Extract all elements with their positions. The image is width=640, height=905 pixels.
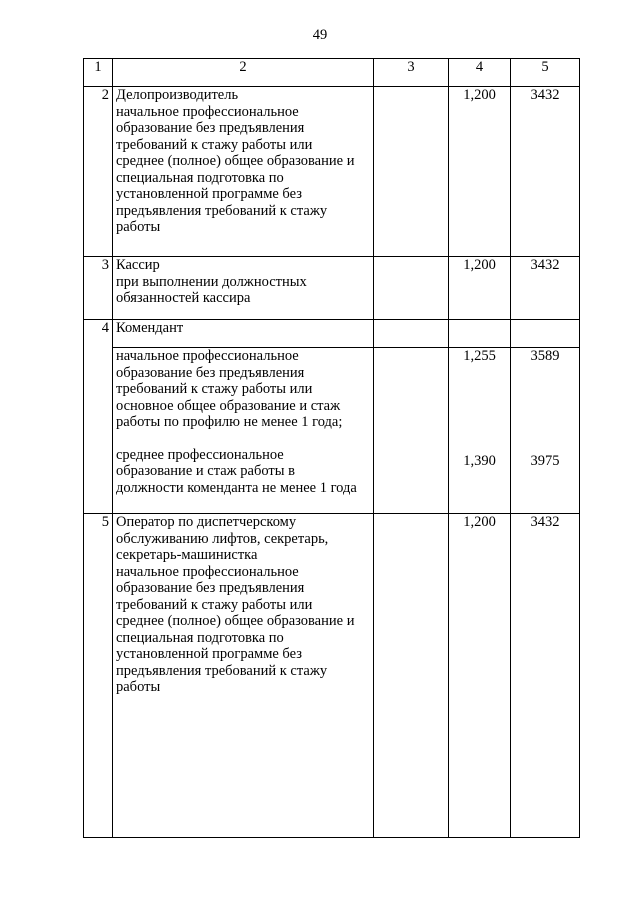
requirement-line: начальное профессиональное: [116, 563, 299, 580]
page-number: 49: [312, 27, 328, 43]
requirement-line: образование без предъявления: [116, 580, 305, 596]
row-number: 4: [84, 320, 113, 514]
requirement-line: требований к стажу работы или: [116, 136, 313, 153]
coefficient-value: 1,255: [463, 348, 496, 364]
position-title: обслуживанию лифтов, секретарь,: [116, 530, 329, 547]
salary-coefficient-table: [83, 58, 580, 838]
requirement-line: при выполнении должностных: [116, 273, 307, 290]
column-3-cell: [374, 514, 449, 838]
coefficient-value: 1,200: [449, 514, 511, 838]
row-number: 3: [84, 257, 113, 320]
requirement-line: работы по профилю не менее 1 года;: [116, 414, 343, 430]
requirement-line: установленной программе без: [116, 186, 302, 202]
header-cell-4: 4: [449, 59, 511, 87]
position-description: [113, 257, 374, 320]
header-cell-5: 5: [511, 59, 580, 87]
requirement-line: предъявления требований к стажу: [116, 202, 328, 219]
position-title: секретарь-машинистка: [116, 547, 258, 563]
header-cell-1: 1: [84, 59, 113, 87]
position-title: Оператор по диспетчерскому: [116, 514, 297, 530]
column-5-cell: [511, 320, 580, 348]
header-cell-2: 2: [113, 59, 374, 87]
requirement-line: специальная подготовка по: [116, 169, 284, 186]
coefficient-value: 1,200: [449, 87, 511, 257]
requirement-line: требований к стажу работы или: [116, 596, 313, 613]
requirement-line: образование без предъявления: [116, 364, 305, 381]
requirement-line: начальное профессиональное: [116, 103, 299, 120]
table-row: [84, 87, 580, 257]
salary-value: 3975: [530, 452, 560, 469]
table-row: [84, 257, 580, 320]
table-row: [84, 348, 580, 514]
requirement-line: начальное профессиональное: [116, 348, 299, 364]
row-number: 2: [84, 87, 113, 257]
table-row: [84, 514, 580, 838]
table-row: [84, 320, 580, 348]
table-header-row: [84, 59, 580, 87]
position-description: [113, 348, 374, 514]
coefficient-value: 1,390: [463, 452, 496, 469]
requirement-line: образование и стаж работы в: [116, 463, 295, 479]
salary-value: 3432: [511, 257, 580, 320]
salary-value: 3432: [511, 514, 580, 838]
column-3-cell: [374, 87, 449, 257]
requirement-line: должности коменданта не менее 1 года: [116, 479, 357, 496]
requirement-line: среднее профессиональное: [116, 446, 284, 463]
salary-value: 3432: [511, 87, 580, 257]
requirement-line: среднее (полное) общее образование и: [116, 613, 355, 629]
position-title: Делопроизводитель: [116, 87, 239, 103]
requirement-line: работы: [116, 679, 161, 695]
requirement-line: основное общее образование и стаж: [116, 397, 341, 414]
requirement-line: специальная подготовка по: [116, 629, 284, 646]
coefficient-values: [449, 348, 511, 514]
requirement-line: среднее (полное) общее образование и: [116, 153, 355, 169]
column-4-cell: [449, 320, 511, 348]
salary-value: 3589: [530, 348, 560, 364]
requirement-line: установленной программе без: [116, 646, 302, 662]
requirement-line: обязанностей кассира: [116, 290, 251, 306]
column-3-cell: [374, 257, 449, 320]
requirement-line: работы: [116, 219, 161, 235]
salary-values: [511, 348, 580, 514]
position-description: [113, 514, 374, 838]
requirement-line: предъявления требований к стажу: [116, 662, 328, 679]
header-cell-3: 3: [374, 59, 449, 87]
position-description: [113, 87, 374, 257]
requirement-line: требований к стажу работы или: [116, 381, 313, 397]
column-3-cell: [374, 320, 449, 348]
position-title: Комендант: [113, 320, 374, 348]
requirement-line: образование без предъявления: [116, 120, 305, 136]
row-number: 5: [84, 514, 113, 838]
coefficient-value: 1,200: [449, 257, 511, 320]
column-3-cell: [374, 348, 449, 514]
position-title: Кассир: [116, 257, 160, 273]
